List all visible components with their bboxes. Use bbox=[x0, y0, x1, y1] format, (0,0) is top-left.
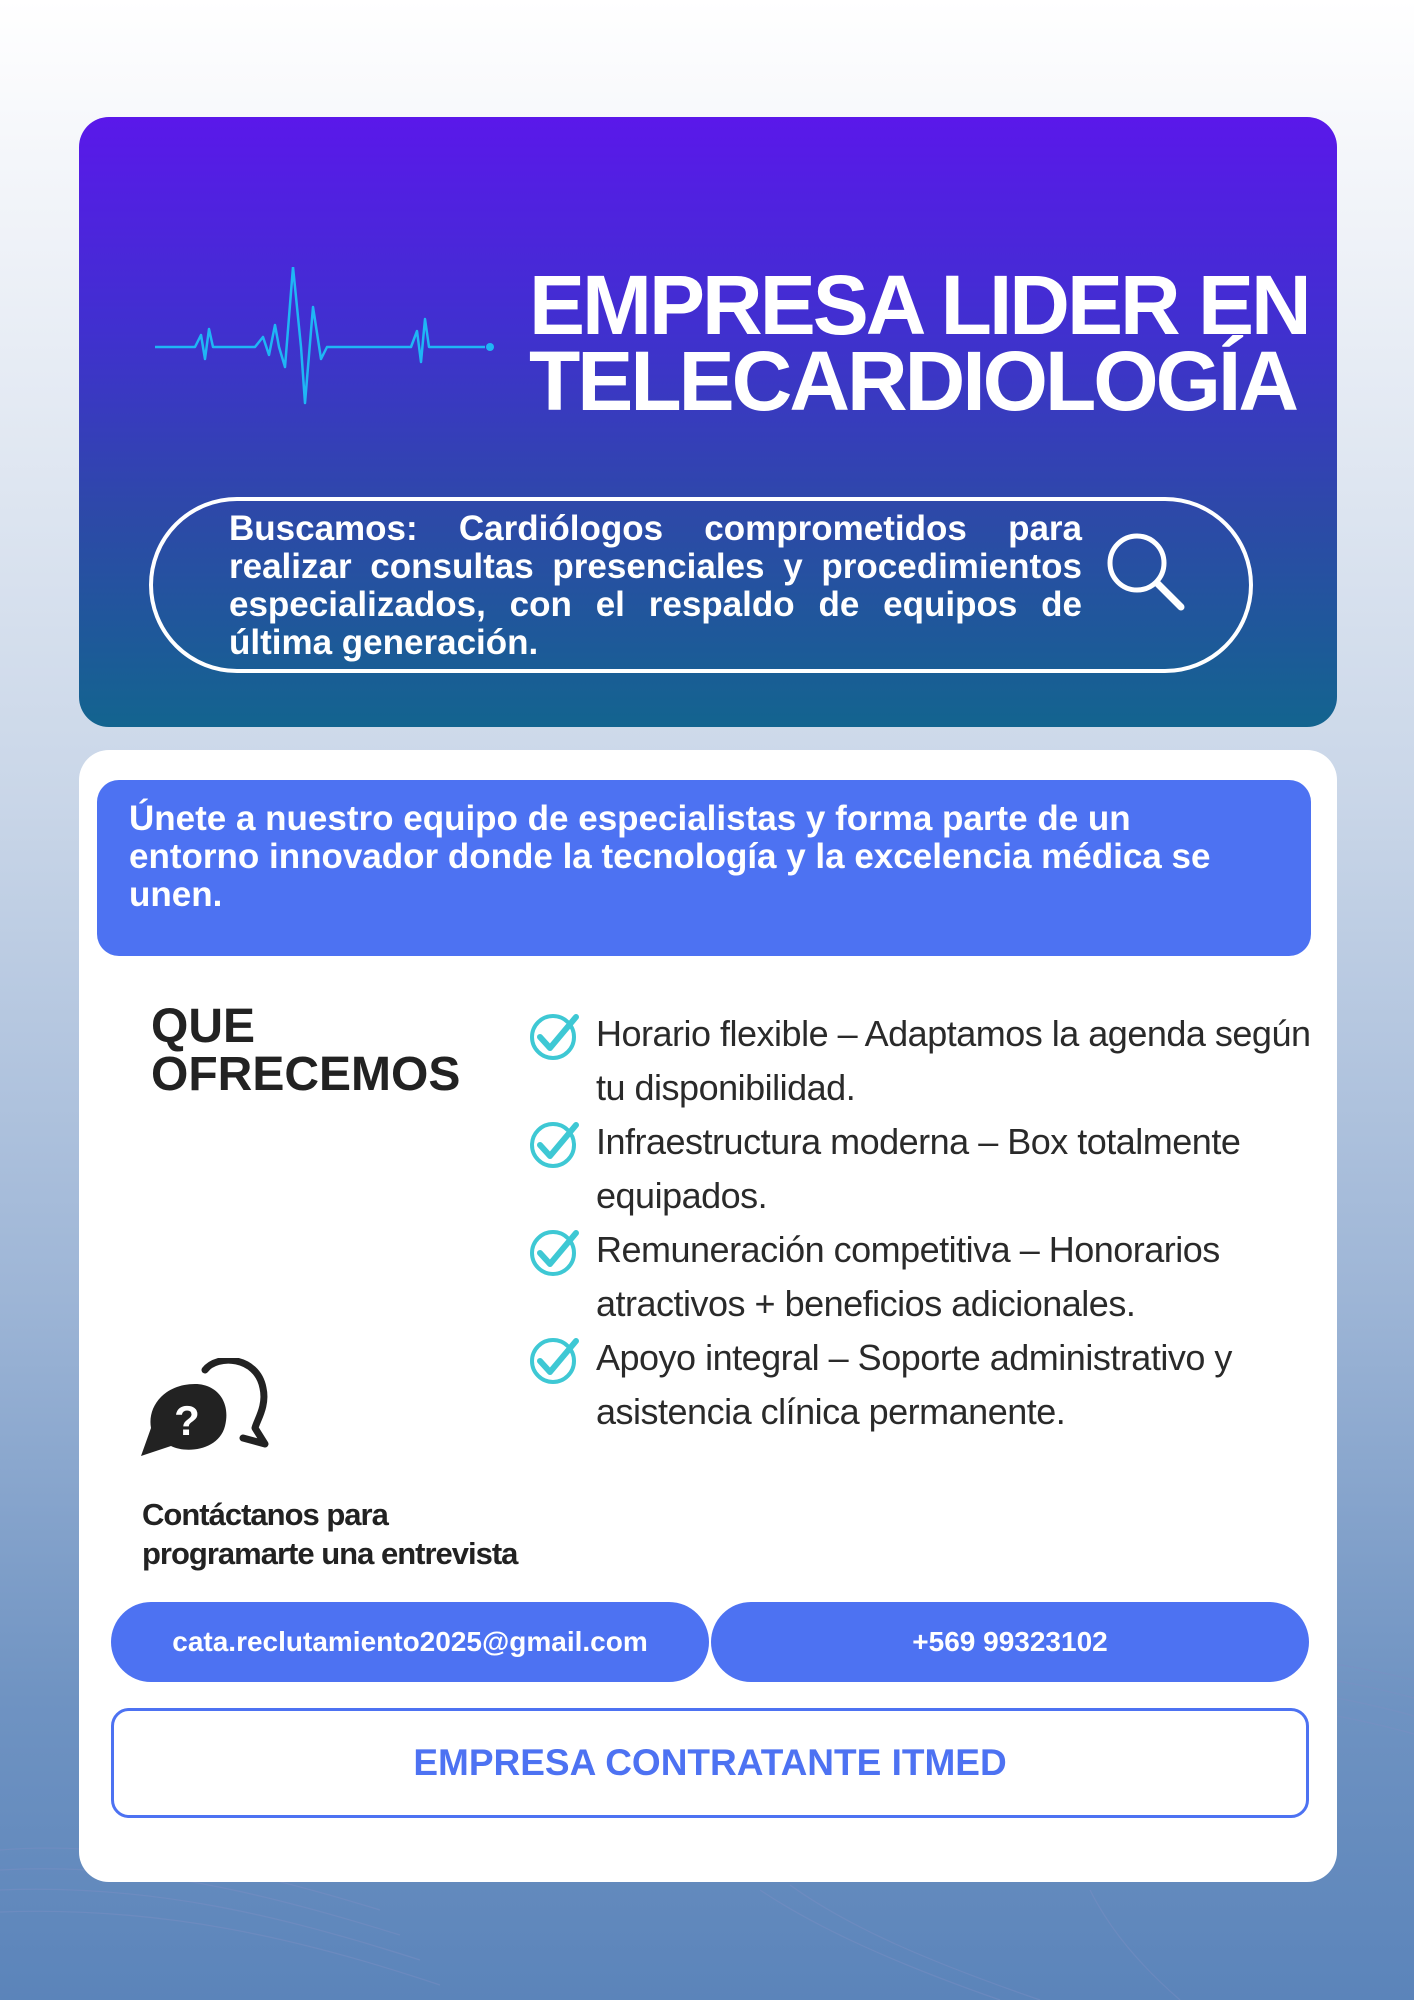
offer-title bbox=[151, 1000, 491, 1101]
checkmark-icon bbox=[529, 1227, 581, 1277]
info-card bbox=[79, 750, 1337, 1882]
checkmark-icon bbox=[529, 1119, 581, 1169]
offer-item-text: Apoyo integral – Soporte administrativo y asistencia clínica permanente. bbox=[596, 1337, 1232, 1432]
headline-line1: EMPRESA LIDER EN bbox=[529, 258, 1309, 352]
offer-title-line1: QUE bbox=[151, 1000, 256, 1053]
intro-banner bbox=[97, 780, 1311, 956]
magnifier-icon bbox=[1103, 529, 1187, 613]
offer-item-text: Infraestructura moderna – Box totalmente equipados. bbox=[596, 1121, 1241, 1216]
offer-item bbox=[529, 1331, 1329, 1439]
offer-item bbox=[529, 1007, 1329, 1115]
contact-line2: programarte una entrevista bbox=[142, 1536, 518, 1571]
offer-list bbox=[529, 1007, 1329, 1439]
contact-line1: Contáctanos para bbox=[142, 1497, 388, 1532]
intro-text: Únete a nuestro equipo de especialistas y forma parte de un entorno innovador donde la tecnología y la excelencia médica se unen. bbox=[129, 799, 1211, 914]
offer-item-text: Remuneración competitiva – Honorarios atractivos + beneficios adicionales. bbox=[596, 1229, 1220, 1324]
offer-item bbox=[529, 1115, 1329, 1223]
offer-item bbox=[529, 1223, 1329, 1331]
chat-question-icon bbox=[139, 1358, 269, 1458]
headline-line2: TELECARDIOLOGÍA bbox=[529, 334, 1296, 428]
contact-text bbox=[142, 1495, 562, 1573]
headline bbox=[529, 258, 1309, 428]
phone-button[interactable]: +569 99323102 bbox=[711, 1602, 1309, 1682]
svg-text:?: ? bbox=[174, 1397, 200, 1444]
search-text: Buscamos: Cardiólogos comprometidos para realizar consultas presenciales y procedimientos especializados, con el respaldo de equipos de última generación. bbox=[229, 509, 1082, 662]
checkmark-icon bbox=[529, 1011, 581, 1061]
email-button[interactable]: cata.reclutamiento2025@gmail.com bbox=[111, 1602, 709, 1682]
header-card bbox=[79, 117, 1337, 727]
company-box: EMPRESA CONTRATANTE ITMED bbox=[111, 1708, 1309, 1818]
checkmark-icon bbox=[529, 1335, 581, 1385]
ecg-heartbeat-icon bbox=[155, 267, 505, 437]
offer-item-text: Horario flexible – Adaptamos la agenda según tu disponibilidad. bbox=[596, 1013, 1311, 1108]
offer-title-line2: OFRECEMOS bbox=[151, 1048, 461, 1101]
